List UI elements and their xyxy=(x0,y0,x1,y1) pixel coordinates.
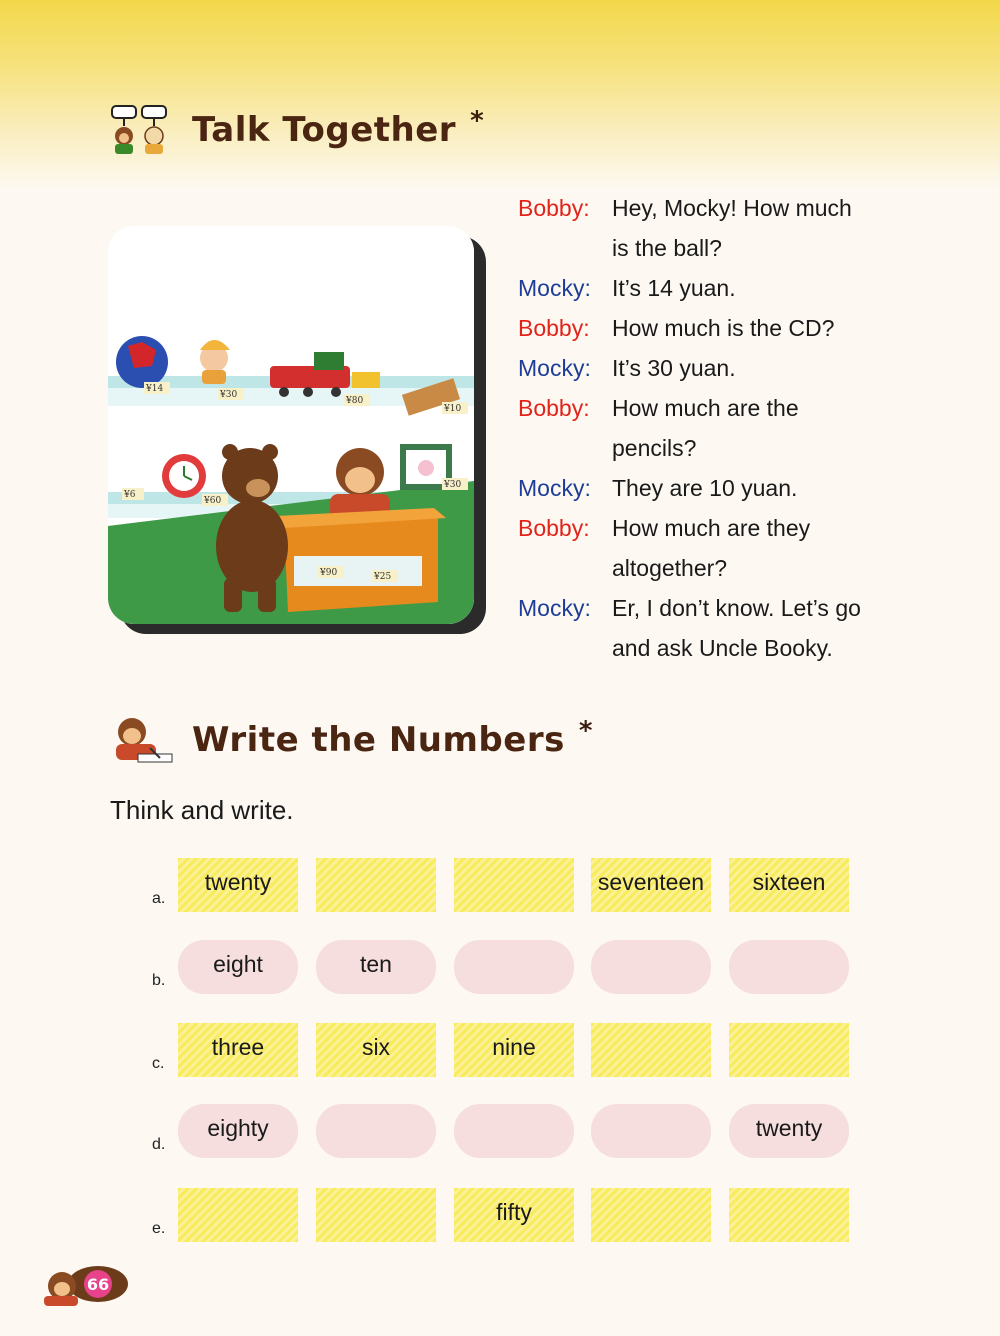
speaker-bobby: Bobby: xyxy=(518,195,590,221)
page-number-badge xyxy=(40,1262,130,1306)
cell-text: fifty xyxy=(496,1198,532,1225)
cell-text: three xyxy=(211,1033,265,1060)
cell-text: seventeen xyxy=(597,868,705,895)
utterance-text: is the ball? xyxy=(612,235,722,261)
row-letter: e. xyxy=(152,1220,166,1237)
number-word-cell xyxy=(729,1104,849,1158)
speaker-mocky: Mocky: xyxy=(518,355,591,381)
toy-shop-illustration xyxy=(108,226,474,624)
dialogue-line xyxy=(518,308,938,348)
row-letter: c. xyxy=(152,1055,165,1072)
speaker-mocky: Mocky: xyxy=(518,475,591,501)
utterance-text: Hey, Mocky! How much xyxy=(612,195,852,221)
write-numbers-heading xyxy=(110,714,593,766)
blank-answer-cell[interactable] xyxy=(591,1023,711,1077)
blank-answer-cell[interactable] xyxy=(316,1188,436,1242)
number-word-cell xyxy=(178,858,298,912)
speaker-bobby xyxy=(518,548,612,588)
blank-answer-cell[interactable] xyxy=(178,1188,298,1242)
blank-answer-cell[interactable] xyxy=(729,1023,849,1077)
blank-answer-cell[interactable] xyxy=(316,858,436,912)
price-tag-doll: ¥30 xyxy=(220,390,238,400)
dialogue-line xyxy=(518,428,938,468)
number-word-cell xyxy=(454,1188,574,1242)
number-word-cell xyxy=(178,1104,298,1158)
utterance-text: pencils? xyxy=(612,435,697,461)
number-word-cell xyxy=(454,1023,574,1077)
dialogue-line xyxy=(518,348,938,388)
cell-text: eight xyxy=(213,950,263,977)
blank-answer-cell[interactable] xyxy=(729,1188,849,1242)
price-tag-pencils: ¥10 xyxy=(444,404,462,414)
number-word-cell xyxy=(316,1023,436,1077)
blank-answer-cell[interactable] xyxy=(591,1188,711,1242)
monkey-writing-icon xyxy=(110,714,174,766)
soccer-ball-toy xyxy=(116,336,168,388)
dialogue xyxy=(518,188,938,668)
price-tag-train: ¥80 xyxy=(346,396,364,406)
star-marker: * xyxy=(578,716,593,746)
cell-text: ten xyxy=(360,950,392,977)
blank-answer-cell[interactable] xyxy=(591,940,711,994)
speaker-mocky xyxy=(518,628,612,668)
dialogue-line xyxy=(518,388,938,428)
speaker-bobby: Bobby: xyxy=(518,515,590,541)
dialogue-line xyxy=(518,268,938,308)
number-word-cell xyxy=(316,940,436,994)
number-word-cell xyxy=(729,858,849,912)
talking-characters-icon xyxy=(110,104,174,156)
row-letter: d. xyxy=(152,1136,166,1153)
price-tag-counter-2: ¥25 xyxy=(374,572,392,582)
cell-text: sixteen xyxy=(752,868,826,895)
dialogue-line xyxy=(518,228,938,268)
doll-toy xyxy=(200,340,230,384)
cell-text: nine xyxy=(492,1033,536,1060)
price-tag-clock: ¥60 xyxy=(204,496,222,506)
utterance-text: Er, I don’t know. Let’s go xyxy=(612,595,861,621)
number-word-cell xyxy=(591,858,711,912)
row-letter: a. xyxy=(152,890,166,907)
page-header-band xyxy=(0,0,1000,190)
blank-answer-cell[interactable] xyxy=(729,940,849,994)
cell-text: twenty xyxy=(755,1114,823,1141)
number-word-cell xyxy=(178,940,298,994)
blank-answer-cell[interactable] xyxy=(454,1104,574,1158)
speaker-bobby xyxy=(518,428,612,468)
talk-together-heading xyxy=(110,104,484,156)
row-letter: b. xyxy=(152,972,166,989)
dialogue-line xyxy=(518,188,938,228)
speaker-bobby xyxy=(518,228,612,268)
shop-counter xyxy=(276,508,446,612)
dialogue-line xyxy=(518,548,938,588)
dialogue-line xyxy=(518,628,938,668)
cell-text: six xyxy=(361,1033,391,1060)
utterance-text: How much is the CD? xyxy=(612,315,835,341)
speaker-bobby: Bobby: xyxy=(518,315,590,341)
price-tag-counter-1: ¥90 xyxy=(320,568,338,578)
write-numbers-title: Write the Numbers xyxy=(192,720,565,760)
star-marker: * xyxy=(470,106,485,136)
price-tag-small: ¥6 xyxy=(124,490,136,500)
talk-together-title: Talk Together xyxy=(192,110,457,150)
utterance-text: It’s 30 yuan. xyxy=(612,355,736,381)
blank-answer-cell[interactable] xyxy=(591,1104,711,1158)
toy-shop-scene xyxy=(108,226,474,624)
dialogue-line xyxy=(518,508,938,548)
alarm-clock-toy xyxy=(162,454,206,498)
utterance-text: It’s 14 yuan. xyxy=(612,275,736,301)
speaker-bobby: Bobby: xyxy=(518,395,590,421)
instruction-text: Think and write. xyxy=(110,795,294,825)
price-tag-book: ¥30 xyxy=(444,480,462,490)
utterance-text: How much are they xyxy=(612,515,811,541)
dialogue-line xyxy=(518,468,938,508)
blank-answer-cell[interactable] xyxy=(316,1104,436,1158)
page-number: 66 xyxy=(86,1275,110,1294)
cell-text: twenty xyxy=(204,868,272,895)
speaker-mocky: Mocky: xyxy=(518,595,591,621)
utterance-text: They are 10 yuan. xyxy=(612,475,798,501)
blank-answer-cell[interactable] xyxy=(454,940,574,994)
utterance-text: How much are the xyxy=(612,395,799,421)
utterance-text: altogether? xyxy=(612,555,728,581)
blank-answer-cell[interactable] xyxy=(454,858,574,912)
cell-text: eighty xyxy=(207,1114,269,1141)
utterance-text: and ask Uncle Booky. xyxy=(612,635,833,661)
dialogue-line xyxy=(518,588,938,628)
speaker-mocky: Mocky: xyxy=(518,275,591,301)
number-word-cell xyxy=(178,1023,298,1077)
price-tag-ball: ¥14 xyxy=(146,384,164,394)
